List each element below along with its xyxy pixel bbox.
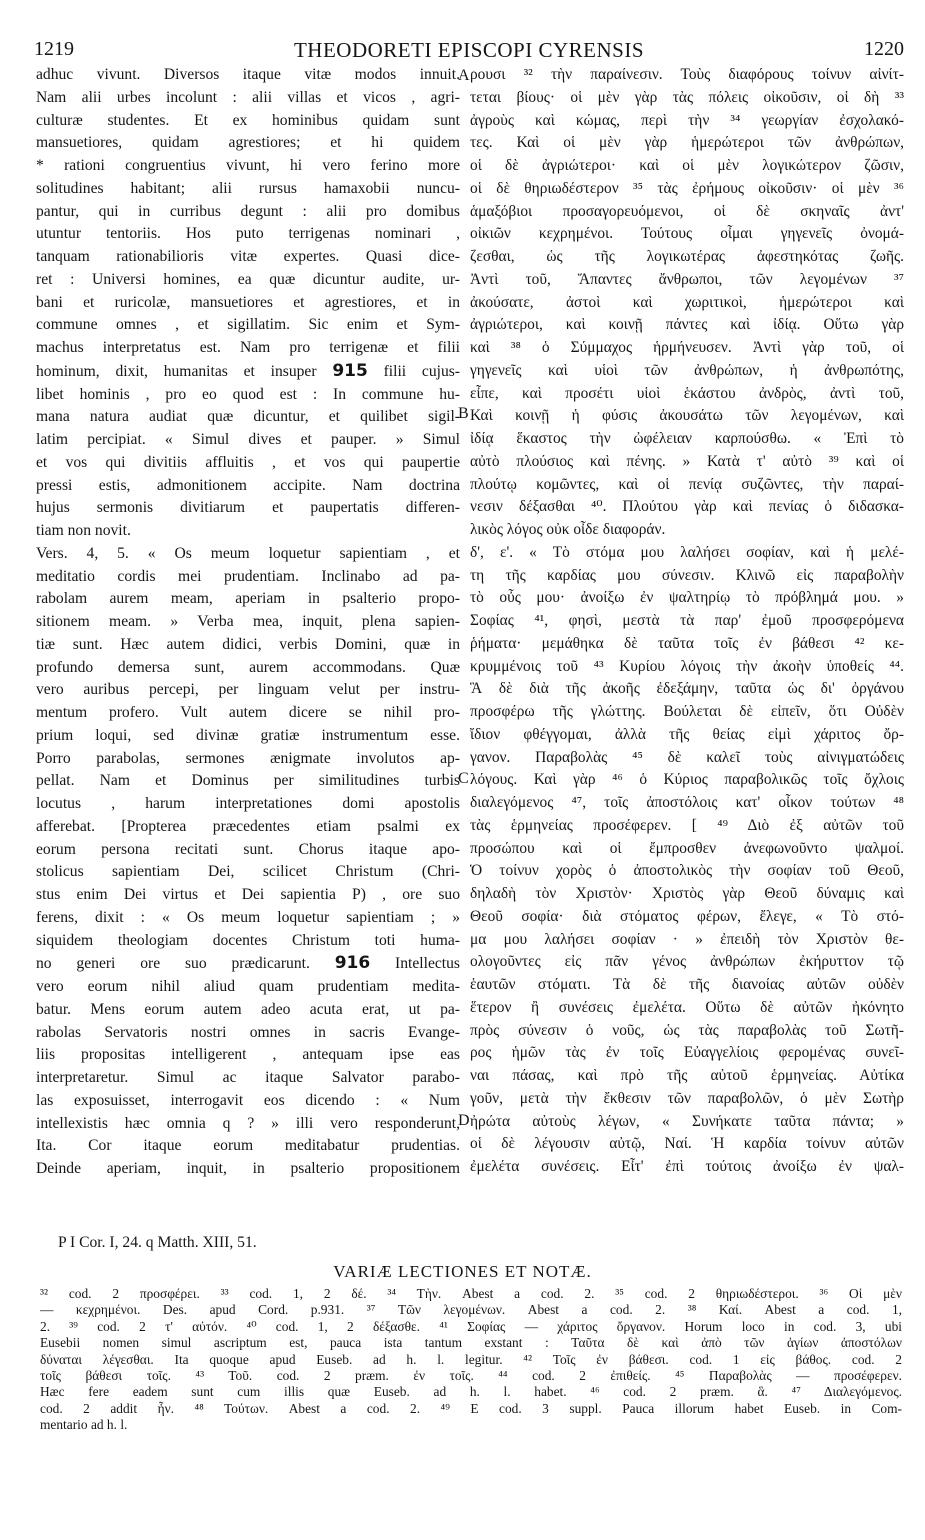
- greek-line: νεσιν δέξασθαι ⁴⁰. Πλούτου γὰρ καὶ πενίας ὁ διδασκα-: [470, 498, 904, 516]
- latin-line: * rationi congruentius vivunt, hi vero ferino more: [36, 157, 460, 174]
- greek-line: ἠρώτα αὐτοὺς λέγων, « Συνήκατε ταῦτα πάντα; »: [470, 1112, 904, 1130]
- greek-line: οἱ δὲ θηριωδέστερον ³⁵ τὰς ἐρήμους οἰκοῦσιν· οἱ μὲν ³⁶: [470, 179, 904, 197]
- variae-line: 2. ³⁹ cod. 2 τ' αὐτόν. ⁴⁰ cod. 1, 2 δέξασθε. ⁴¹ Σοφίας — χάριτος ὄργανον. Horum loco in cod. 3, ubi: [40, 1318, 902, 1334]
- greek-line: εἶπε, καὶ προσέτι υἱοὶ ἑκάστου ἀνδρὸς, ἀντὶ τοῦ,: [470, 384, 904, 402]
- running-header: [34, 38, 904, 64]
- latin-line: locutus , harum interpretationes domi apostolis: [36, 795, 460, 812]
- variae-line: τοῖς βάθεσι τοῖς. ⁴³ Τοῦ. cod. 2 præm. ἐν τοῖς. ⁴⁴ cod. 2 ἐπιθείς. ⁴⁵ Παραβολὰς — προσέφερεν.: [40, 1368, 902, 1384]
- latin-line: batur. Mens eorum autem adeo acuta erat, ut pa-: [36, 1000, 460, 1018]
- greek-line: ολογοῦντες εἰς πᾶν γένος ἀνθρώπων ἐκήρυττον τῷ: [470, 953, 904, 971]
- variae-line: mentario ad h. l.: [40, 1417, 128, 1433]
- greek-line: ἴδιον φθέγγομαι, ἀλλὰ τῆς θείας εἰμὶ χάριτος ὄρ-: [470, 725, 904, 743]
- greek-line: δ', ε'. « Τὸ στόμα μου λαλήσει σοφίαν, καὶ ἡ μελέ-: [470, 543, 904, 561]
- greek-line: γηγενεῖς καὶ υἱοὶ τῶν ἀνθρώπων, ἡ ἀνθρωπότης,: [470, 361, 904, 379]
- latin-line: [36, 360, 460, 384]
- greek-line: οἱ δὲ ἀγριώτεροι· καὶ οἱ μὲν λογικώτερον ζῶσιν,: [470, 157, 904, 174]
- latin-footnotes: P I Cor. I, 24. q Matth. XIII, 51.: [58, 1234, 257, 1251]
- greek-line: Ἃ δὲ διὰ τῆς ἀκοῆς ἐδεξάμην, ταῦτα ὡς δι' ὀργάνου: [470, 680, 904, 698]
- page-number-right: 1220: [864, 38, 904, 60]
- greek-line: Θεοῦ σοφία· διὰ στόματος φέρων, ἔλεγε, « Τὸ στό-: [470, 907, 904, 925]
- latin-line: Ita. Cor itaque eorum meditabatur prudentias.: [36, 1137, 460, 1155]
- greek-line: ρουσι ³² τὴν παραίνεσιν. Τοὺς διαφόρους τοίνυν αἰνίτ-: [470, 66, 904, 83]
- greek-line: λικὸς λόγος οὐκ οἶδε διαφοράν.: [470, 521, 666, 538]
- latin-line: eorum persona recitati sunt. Chorus itaque apo-: [36, 840, 460, 858]
- latin-line: bani et ruricolæ, mansuetiores et agrestiores, et in: [36, 293, 460, 311]
- latin-line: sitionem meam. » Verba mea, inquit, plena sapien-: [36, 613, 460, 630]
- latin-line: interpretaretur. Simul ac itaque Salvator parabo-: [36, 1069, 460, 1086]
- latin-line: vero auribus percepi, per linguam velut per instru-: [36, 681, 460, 699]
- greek-line: προσώπου καὶ οἱ ἔμπροσθεν ἀνεφωνοῦντο ψαλμοί.: [470, 839, 904, 857]
- latin-line: libet hominis , pro eo quod est : In commune hu-: [36, 385, 460, 403]
- latin-line: mana natura audiat quæ dicuntur, et quilibet sigil-: [36, 408, 460, 426]
- latin-line: mentum profero. Vult autem dicere se nihil pro-: [36, 704, 460, 721]
- latin-line: et vos qui divitiis affluitis , et vos qui paupertie: [36, 453, 460, 471]
- section-mark-d: D: [458, 1112, 470, 1129]
- latin-line: vero eorum nihil aliud quam prudentiam medita-: [36, 978, 460, 995]
- latin-line: tanquam rationabilioris vitæ expertes. Quasi dice-: [36, 248, 460, 265]
- greek-line: ῥήματα· μεμάθηκα δὲ ταῦτα τοῖς ἐν βάθεσι ⁴² κε-: [470, 634, 904, 652]
- latin-line: las exposuisset, interrogavit eos dicendo : « Num: [36, 1091, 460, 1109]
- latin-line: siquidem theologiam docentes Christum toti huma-: [36, 931, 460, 949]
- greek-line: ρος ἡμῶν τὰς ἐν τοῖς Εὐαγγελίοις φερομένας συνεῖ-: [470, 1044, 904, 1062]
- latin-line: hujus sermonis divitiarum et paupertatis differen-: [36, 499, 460, 517]
- greek-line: ἀκούσατε, ἀστοὶ καὶ χωριτικοὶ, ἡμερώτεροι καὶ: [470, 293, 904, 311]
- section-mark-a: A: [458, 67, 470, 84]
- greek-line: Ὁ τοίνυν χορὸς ὁ ἀποστολικὸς τὴν σοφίαν τοῦ Θεοῦ,: [470, 862, 904, 880]
- variae-line: cod. 2 addit ἦν. ⁴⁸ Τούτων. Abest a cod. 2. ⁴⁹ E cod. 3 suppl. Pauca illorum habet Euseb. in Com-: [40, 1400, 902, 1416]
- greek-line: πρὸς σύνεσιν ὁ νοῦς, ὡς τὰς παραβολὰς τοῦ Σωτῆ-: [470, 1021, 904, 1039]
- variae-line: δύναται λέγεσθαι. Ita quoque apud Euseb. ad h. l. legitur. ⁴² Τοῖς ἐν βάθεσι. cod. 1 εἰς βάθος. cod. 2: [40, 1351, 902, 1367]
- latin-line: latim percipiat. « Simul dives et pauper. » Simul: [36, 431, 460, 448]
- greek-line: ἕτερον ἢ συνέσεις ἐμελέτα. Οὕτω δὲ αὐτῶν ἠκόνητο: [470, 998, 904, 1016]
- greek-line: τες. Καὶ οἱ μὲν γὰρ ἡμερώτεροι τῶν ἀνθρώπων,: [470, 134, 904, 152]
- latin-line: Nam alii urbes incolunt : alii villas et vicos , agri-: [36, 88, 460, 106]
- variae-line: ³² cod. 2 προσφέρει. ³³ cod. 1, 2 δέ. ³⁴ Τὴν. Abest a cod. 2. ³⁵ cod. 2 θηριωδέστεροι. ³⁶ Οἱ μὲν: [40, 1286, 902, 1301]
- greek-line: ἐμελέτα συνέσεις. Εἶτ' ἐπὶ τούτοις ἀνοίξω ἐν ψαλ-: [470, 1158, 904, 1175]
- latin-line: afferebat. [Propterea præcedentes etiam psalmi ex: [36, 817, 460, 835]
- page-number-left: 1219: [34, 38, 74, 60]
- page-marker-915: 915: [332, 360, 368, 381]
- latin-line-part: hominum, dixit, humanitas et insuper: [36, 362, 317, 380]
- variae-line: — κεχρημένοι. Des. apud Cord. p.931. ³⁷ Τῶν λεγομένων. Abest a cod. 2. ³⁸ Καί. Abest a cod. 1,: [40, 1302, 902, 1318]
- latin-line: profundo demersa sunt, aurem accommodans. Quæ: [36, 658, 460, 676]
- greek-line: μα μου λαλήσει σοφίαν · » ἐπειδὴ τὸν Χριστὸν θε-: [470, 930, 904, 948]
- latin-line: culturæ studentes. Et ex hominibus quidam sunt: [36, 111, 460, 129]
- latin-line: liis propositas intelligerent , antequam ipse eas: [36, 1046, 460, 1064]
- greek-line: καὶ ³⁸ ὁ Σύμμαχος ἡρμήνευσεν. Ἀντὶ γὰρ τοῦ, οἱ: [470, 339, 904, 356]
- latin-line: Deinde aperiam, inquit, in psalterio propositionem: [36, 1160, 460, 1177]
- latin-line: commune omnes , et sigillatim. Sic enim et Sym-: [36, 316, 460, 334]
- greek-line: ἀγριώτεροι, καὶ κοινῇ πάντες καὶ ἰδίᾳ. Οὕτω γὰρ: [470, 316, 904, 334]
- latin-line: tiam non novit.: [36, 522, 131, 539]
- greek-line: δηλαδὴ τὸν Χριστὸν· Χριστὸς γὰρ Θεοῦ δύναμις καὶ: [470, 885, 904, 902]
- page-marker-916: 916: [334, 953, 371, 974]
- greek-line: λόγους. Καὶ γὰρ ⁴⁶ ὁ Κύριος παραβολικῶς τοῖς ὄχλοις: [470, 771, 904, 789]
- greek-line: κρυμμένοις τοῦ ⁴³ Κυρίου λόγοις τὴν ἀκοὴν ὑποθείς ⁴⁴.: [470, 657, 904, 675]
- latin-line: rabolas Servatoris nostri omnes in sacris Evange-: [36, 1023, 460, 1041]
- section-mark-b: B: [458, 405, 469, 422]
- latin-line-part: filii cujus-: [383, 362, 460, 380]
- latin-line: machus interpretatus est. Nam pro terrigenæ et filii: [36, 339, 460, 356]
- greek-line: τη τῆς καρδίας μου σύνεσιν. Κλινῶ εἰς παραβολὴν: [470, 566, 904, 584]
- greek-line: Σοφίας ⁴¹, φησὶ, μεστὰ τὰ παρ' ἐμοῦ προσφερόμενα: [470, 612, 904, 629]
- latin-line: ret : Universi homines, ea quæ dicuntur audite, ur-: [36, 270, 460, 288]
- greek-line: ἰδίᾳ ἕκαστος τὴν ὠφέλειαν καρπούσθω. « Ἐπὶ τὸ: [470, 430, 904, 447]
- greek-line: ἀγροὺς καὶ κώμας, περὶ τὴν ³⁴ γεωργίαν ἐσχολακό-: [470, 111, 904, 129]
- variae-lectiones-title: VARIÆ LECTIONES ET NOTÆ.: [333, 1262, 592, 1281]
- greek-line: γανον. Παραβολὰς ⁴⁵ δὲ καλεῖ τοὺς αἰνιγματώδεις: [470, 748, 904, 766]
- latin-line: stolicus sapientiam Dei, scilicet Christum (Chri-: [36, 863, 460, 881]
- greek-line: διαλεγόμενος ⁴⁷, τοῖς ἀποστόλοις κατ' οἶκον τούτων ⁴⁸: [470, 794, 904, 811]
- latin-line: pellat. Nam et Dominus per similitudines turbis: [36, 772, 460, 790]
- greek-line: προσφέρω τῆς γλώττης. Βούλεται δὲ εἰπεῖν, ὅτι Οὐδὲν: [470, 703, 904, 720]
- greek-line: ἑαυτῶν στόματι. Τὰ δὲ τῆς διανοίας αὐτῶν οὐδὲν: [470, 976, 904, 993]
- variae-lectiones: [40, 1286, 902, 1434]
- latin-line: stus enim Dei virtus et Dei sapientia P) , ore suo: [36, 886, 460, 903]
- latin-column: [36, 64, 460, 1181]
- greek-line: ἁμαξόβιοι προσαγορευόμενοι, οἱ δὲ σκηναῖς ἀντ': [470, 202, 904, 220]
- latin-line: pressi estis, admonitionem accipite. Nam doctrina: [36, 476, 460, 494]
- latin-line: Vers. 4, 5. « Os meum loquetur sapientiam , et: [36, 544, 460, 562]
- greek-column: [470, 64, 904, 1179]
- section-mark-c: C: [458, 770, 469, 787]
- greek-line: γοῦν, μετὰ τὴν ἔκθεσιν τῶν παραβολῶν, ὁ μὲν Σωτὴρ: [470, 1089, 904, 1107]
- greek-line: αὐτὸ πλούσιος καὶ πένης. » Κατὰ τ' αὐτὸ ³⁹ καὶ οἱ: [470, 452, 904, 470]
- latin-line: intellexistis hæc omnia q ? » illi vero responderunt,: [36, 1114, 460, 1132]
- latin-line: pantur, qui in curribus degunt : alii pro domibus: [36, 202, 460, 220]
- latin-line-part: Intellectus: [395, 955, 460, 973]
- latin-line-part: no generi ore suo prædicarunt.: [36, 955, 310, 973]
- latin-line: rabolam aurem meam, aperiam in psalterio propo-: [36, 590, 460, 608]
- latin-line: meditatio cordis mei prudentiam. Inclinabo ad pa-: [36, 567, 460, 585]
- latin-line: solitudines habitant; alii rursus hamaxobii nuncu-: [36, 179, 460, 197]
- greek-line: τεται βίους· οἱ μὲν γὰρ τὰς πόλεις οἰκοῦσιν, οἱ δὴ ³³: [470, 88, 904, 106]
- latin-line: prium loqui, sed divinæ gratiæ instrumentum esse.: [36, 726, 460, 744]
- greek-line: πλούτῳ κομῶντες, καὶ οἱ πενίᾳ συζῶντες, τὴν παραί-: [470, 475, 904, 493]
- variae-line: Eusebii nomen simul ascriptum est, pauca ista tantum exstant : Ταῦτα δὲ καὶ ἀπὸ τῶν ἁγίων ἀποστόλων: [40, 1335, 902, 1351]
- latin-line: mansuetiores, quidam agrestiores; et hi quidem: [36, 134, 460, 152]
- greek-line: ναι πάσας, καὶ πρὸ τῆς αὐτοῦ ἑρμηνείας. Αὐτίκα: [470, 1067, 904, 1084]
- latin-line: [36, 952, 460, 976]
- greek-line: οἰκιῶν κεχρημένοι. Τούτους οἶμαι γηγενεῖς ὀνομά-: [470, 225, 904, 243]
- greek-line: τὰς ἑρμηνείας προσέφερεν. [ ⁴⁹ Διὸ ἐξ αὐτῶν τοῦ: [470, 816, 904, 834]
- greek-line: οἱ δὲ λέγουσιν αὐτῷ, Ναί. Ἡ καρδία τοίνυν αὐτῶν: [470, 1135, 904, 1153]
- latin-line: adhuc vivunt. Diversos itaque vitæ modos innuit.: [36, 66, 460, 83]
- variae-line: Hæc fere eadem sunt cum illis quæ Euseb. ad h. l. habet. ⁴⁶ cod. 2 præm. ἃ. ⁴⁷ Διαλεγόμενος.: [40, 1384, 902, 1400]
- running-title: THEODORETI EPISCOPI CYRENSIS: [293, 38, 645, 62]
- latin-line: ferens, dixit : « Os meum loquetur sapientiam ; »: [36, 908, 460, 926]
- latin-line: tiæ sunt. Hæc autem didici, verbis Domini, quæ in: [36, 635, 460, 653]
- latin-line: utuntur tentoriis. Hos puto terrigenas nominari ,: [36, 225, 460, 243]
- latin-line: Porro parabolas, sermones ænigmate involutos ap-: [36, 749, 460, 767]
- greek-line: ζεσθαι, ὡς τῆς λογικωτέρας ἀφεστηκότας ζωῆς.: [470, 248, 904, 265]
- greek-line: Ἀντὶ τοῦ, Ἅπαντες ἄνθρωποι, τῶν λεγομένων ³⁷: [470, 270, 904, 288]
- greek-line: τὸ οὖς μου· ἀνοίξω ἐν ψαλτηρίῳ τὸ πρόβλημά μου. »: [470, 589, 904, 607]
- greek-line: Καὶ κοινῇ ἡ φύσις ἀκουσάτω τῶν λεγομένων, καὶ: [470, 407, 904, 425]
